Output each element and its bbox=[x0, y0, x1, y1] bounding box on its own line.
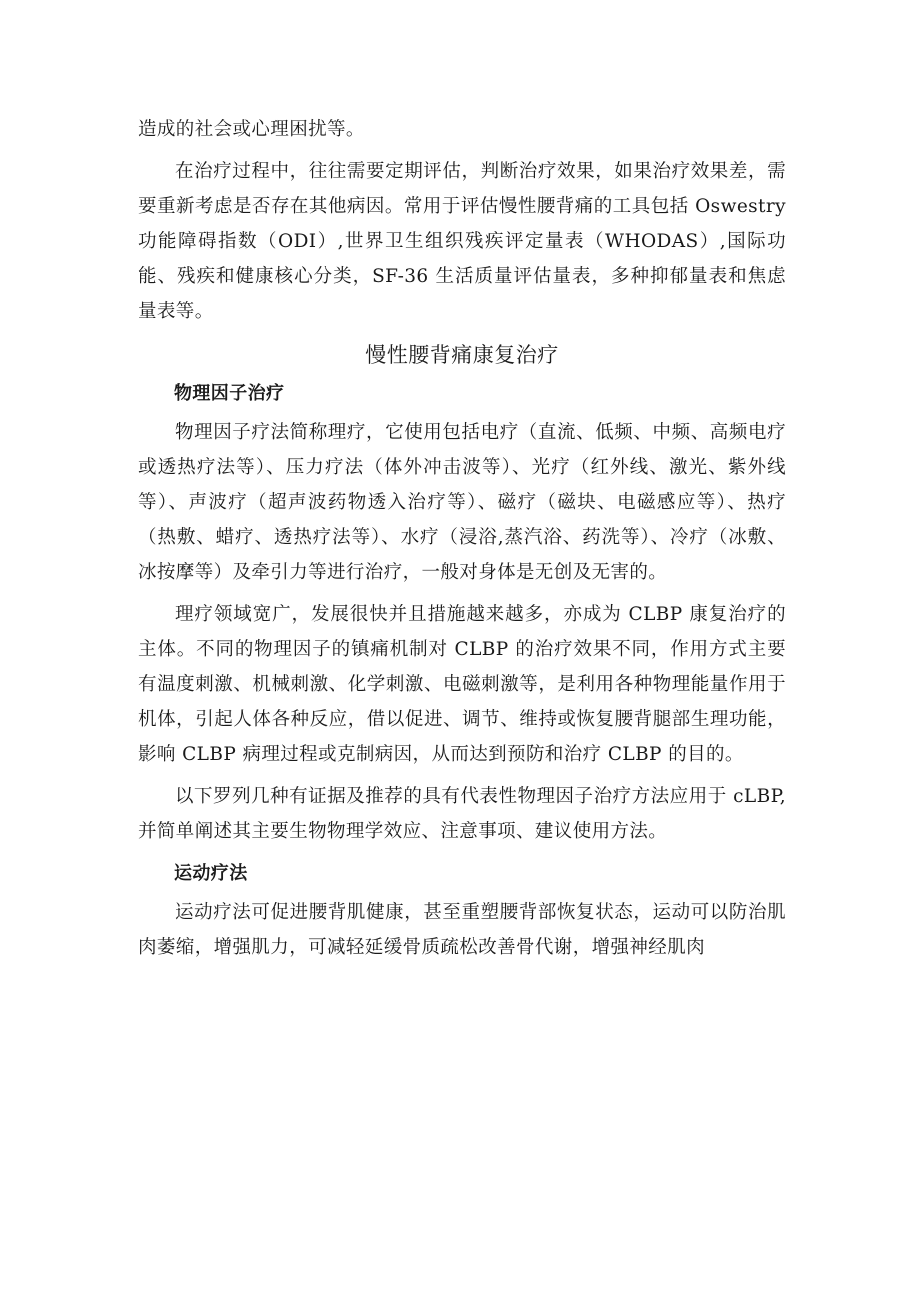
paragraph-evaluation: 在治疗过程中，往往需要定期评估，判断治疗效果，如果治疗效果差，需要重新考虑是否存在其他病因。常用于评估慢性腰背痛的工具包括 Oswestry 功能障碍指数（ODI）,世界卫生组织残疾评定量表（WHODAS）,国际功能、残疾和健康核心分类，SF-36 生活质量评估量表，多种抑郁量表和焦虑量表等。 bbox=[138, 161, 786, 322]
subsection-heading-exercise: 运动疗法 bbox=[174, 863, 248, 884]
paragraph-physical-therapy-1: 物理因子疗法简称理疗，它使用包括电疗（直流、低频、中频、高频电疗或透热疗法等）、压力疗法（体外冲击波等）、光疗（红外线、激光、紫外线等）、声波疗（超声波药物透入治疗等）、磁疗（磁块、电磁感应等）、热疗（热敷、蜡疗、透热疗法等）、水疗（浸浴,蒸汽浴、药洗等）、冷疗（冰敷、冰按摩等）及牵引力等进行治疗，一般对身体是无创及无害的。 bbox=[138, 422, 786, 583]
paragraph-continuation: 造成的社会或心理困扰等。 bbox=[138, 119, 365, 140]
paragraph-exercise-therapy-1: 运动疗法可促进腰背肌健康，甚至重塑腰背部恢复状态，运动可以防治肌肉萎缩，增强肌力，可减轻延缓骨质疏松改善骨代谢，增强神经肌肉 bbox=[138, 902, 786, 958]
document-body bbox=[138, 112, 786, 965]
subsection-heading-physical: 物理因子治疗 bbox=[174, 383, 285, 404]
paragraph-physical-therapy-2: 理疗领域宽广，发展很快并且措施越来越多，亦成为 CLBP 康复治疗的主体。不同的物理因子的镇痛机制对 CLBP 的治疗效果不同，作用方式主要有温度刺激、机械刺激、化学刺激、电磁刺激等，是利用各种物理能量作用于机体，引起人体各种反应，借以促进、调节、维持或恢复腰背腿部生理功能，影响 CLBP 病理过程或克制病因，从而达到预防和治疗 CLBP 的目的。 bbox=[138, 604, 786, 765]
paragraph-physical-therapy-3: 以下罗列几种有证据及推荐的具有代表性物理因子治疗方法应用于 cLBP,并简单阐述其主要生物物理学效应、注意事项、建议使用方法。 bbox=[138, 786, 786, 842]
section-title: 慢性腰背痛康复治疗 bbox=[365, 343, 559, 367]
